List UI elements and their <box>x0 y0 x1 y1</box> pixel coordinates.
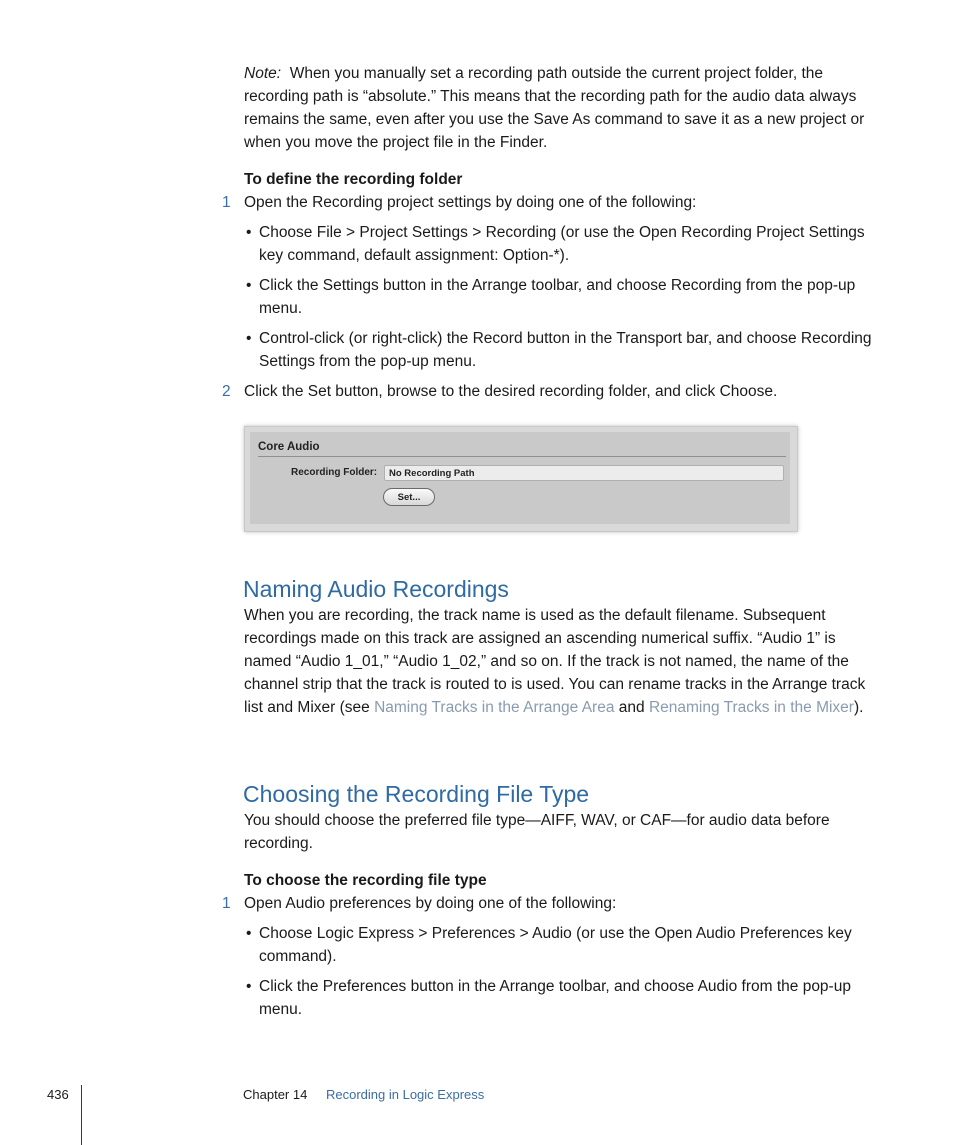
bullet-icon: • <box>246 277 252 294</box>
recording-folder-field[interactable]: No Recording Path <box>384 465 784 481</box>
naming-text-end: ). <box>853 699 864 716</box>
step-text: Click the Set button, browse to the desired recording folder, and click Choose. <box>244 383 778 400</box>
step-text: Open Audio preferences by doing one of the following: <box>244 895 617 912</box>
step-number: 1 <box>222 194 231 211</box>
naming-text: When you are recording, the track name is used as the default filename. Subsequent recordings made on this track are assigned an ascending numerical suffix. “Audio 1” is named “Audio 1_01,” “Audio 1_02,” and so on. If the track is not named, the name of the channel strip that the track is routed to is used. You can rename tracks in the Arrange track list and Mixer (see <box>244 607 866 716</box>
bullet-item: Click the Preferences button in the Arrange toolbar, and choose Audio from the pop-up menu. <box>259 978 851 1018</box>
note-text: When you manually set a recording path outside the current project folder, the recording path is “absolute.” This means that the recording path for the audio data always remains the same, even after you use the Save As command to save it as a new project or when you move the project file in the Finder. <box>244 65 865 151</box>
set-button[interactable]: Set... <box>383 488 435 506</box>
bullet-item: Choose File > Project Settings > Recording (or use the Open Recording Project Settings key command, default assignment: Option-*). <box>259 224 865 264</box>
link-naming-tracks[interactable]: Naming Tracks in the Arrange Area <box>374 699 615 716</box>
chapter-label: Chapter 14 <box>243 1087 308 1102</box>
file-type-paragraph: You should choose the preferred file type—AIFF, WAV, or CAF—for audio data before recording. <box>244 812 830 852</box>
footer-divider <box>81 1085 82 1145</box>
bullet-item: Click the Settings button in the Arrange toolbar, and choose Recording from the pop-up menu. <box>259 277 856 317</box>
recording-folder-label: Recording Folder: <box>291 467 378 478</box>
chapter-title: Recording in Logic Express <box>326 1087 485 1102</box>
bullet-icon: • <box>246 330 252 347</box>
bullet-icon: • <box>246 978 252 995</box>
bullet-icon: • <box>246 925 252 942</box>
bullet-item: Control-click (or right-click) the Record button in the Transport bar, and choose Recording Settings from the pop-up menu. <box>259 330 872 370</box>
bullet-item: Choose Logic Express > Preferences > Audio (or use the Open Audio Preferences key command). <box>259 925 852 965</box>
page-number: 436 <box>47 1087 69 1102</box>
note-paragraph <box>244 62 879 154</box>
procedure-title: To choose the recording file type <box>244 872 487 889</box>
bullet-icon: • <box>246 224 252 241</box>
step-number: 1 <box>222 895 231 912</box>
panel-section-title: Core Audio <box>258 441 320 453</box>
section-heading-naming: Naming Audio Recordings <box>243 576 509 602</box>
step-number: 2 <box>222 383 231 400</box>
step-text: Open the Recording project settings by doing one of the following: <box>244 194 697 211</box>
section-heading-file-type: Choosing the Recording File Type <box>243 781 590 807</box>
note-label: Note: <box>244 65 282 82</box>
panel-divider <box>258 456 786 457</box>
link-renaming-tracks[interactable]: Renaming Tracks in the Mixer <box>648 699 854 716</box>
procedure-title: To define the recording folder <box>244 171 463 188</box>
naming-paragraph <box>244 604 879 719</box>
and-text: and <box>614 699 649 716</box>
